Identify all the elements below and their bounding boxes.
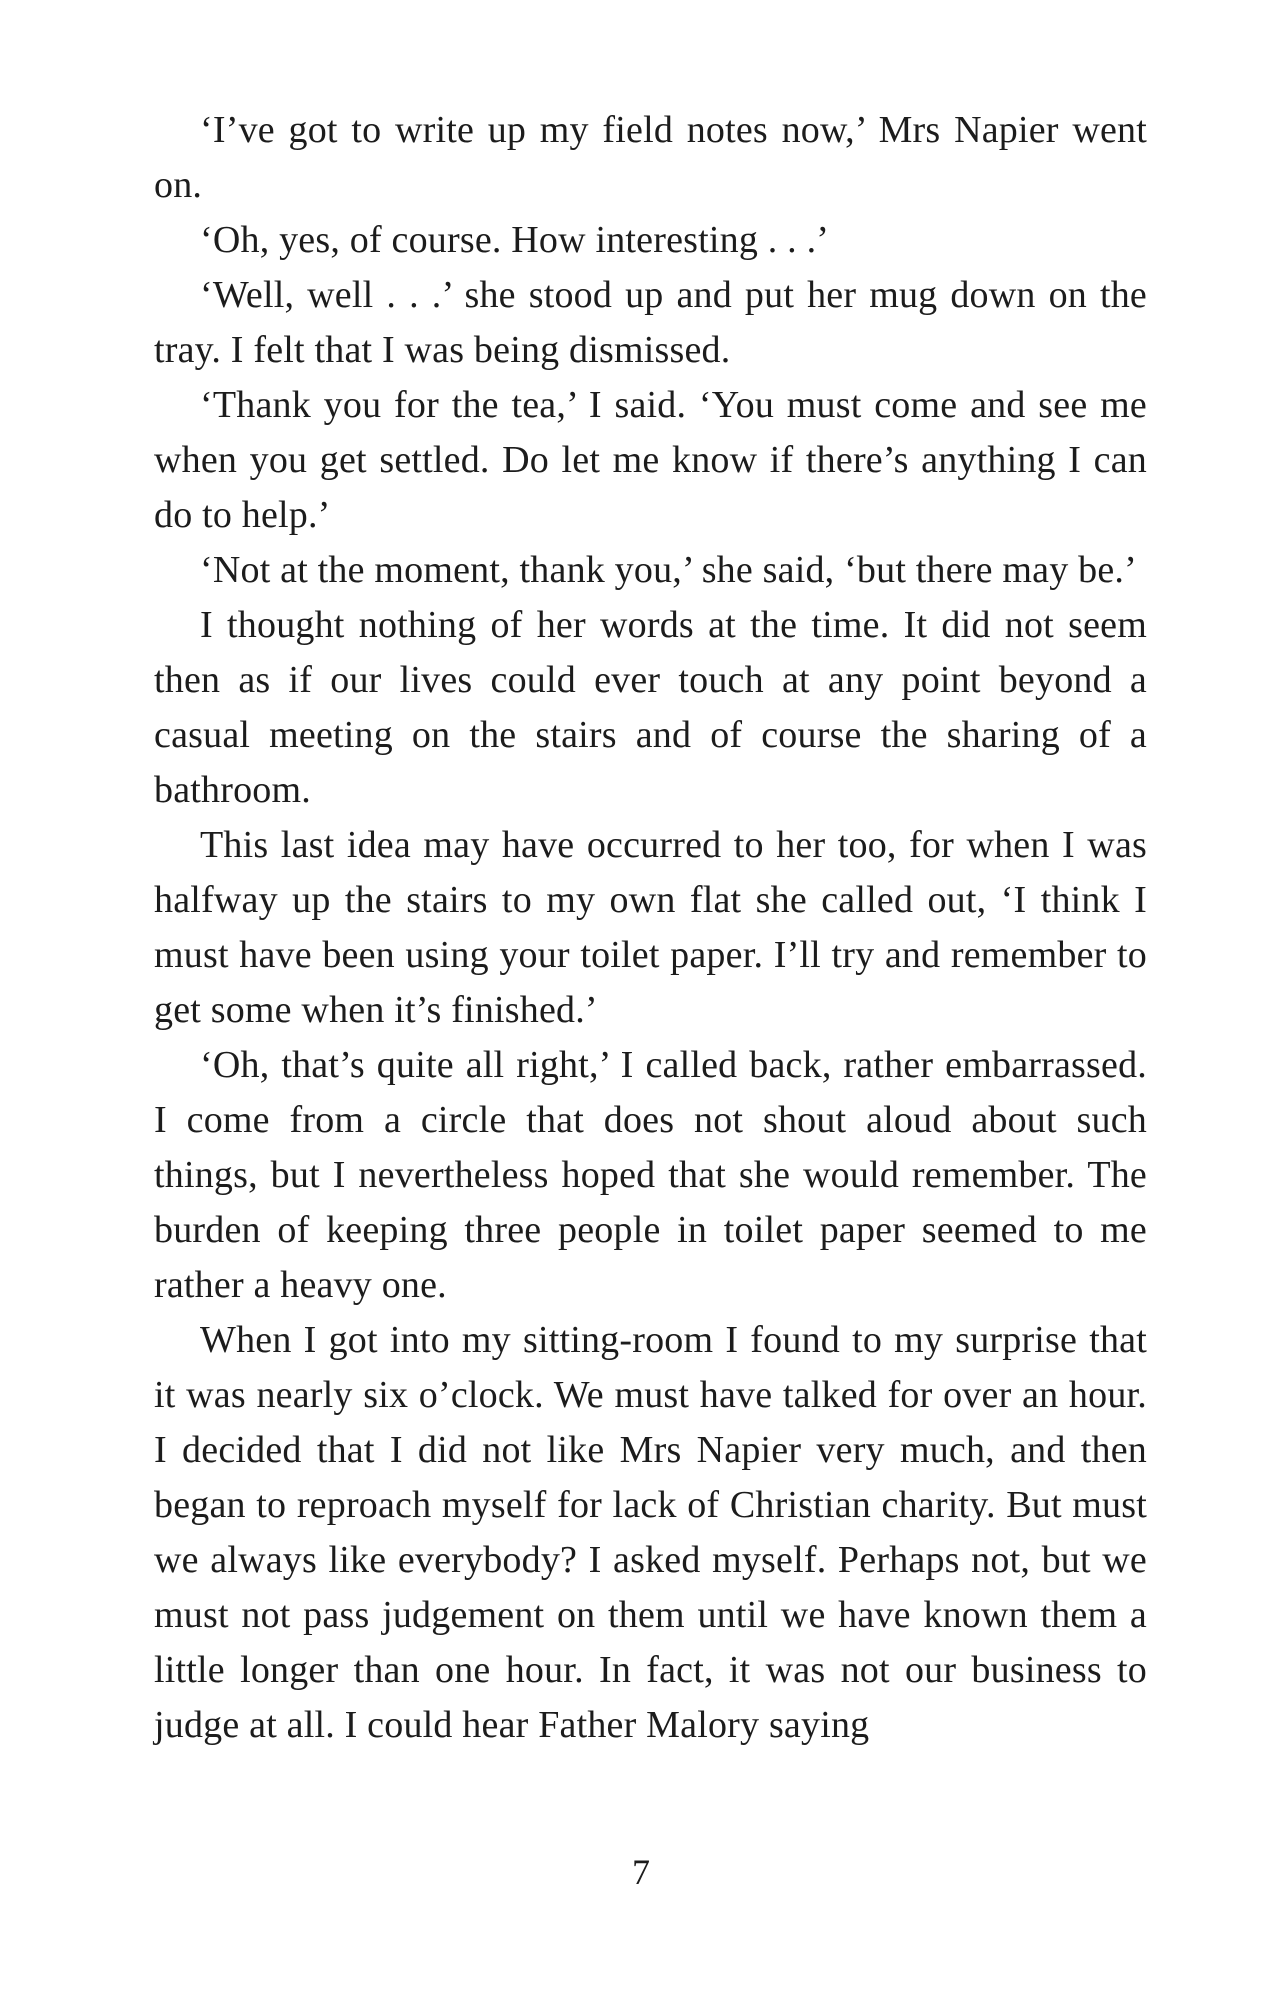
paragraph-1: ‘I’ve got to write up my field notes now,’ Mrs Napier went on.: [154, 109, 1147, 206]
paragraph-3: ‘Well, well . . .’ she stood up and put her mug down on the tray. I felt that I was being dismissed.: [154, 274, 1147, 371]
page-number: 7: [632, 1852, 650, 1892]
paragraph-5: ‘Not at the moment, thank you,’ she said, ‘but there may be.’: [200, 549, 1137, 591]
body-text: [154, 103, 1147, 1753]
paragraph-2: ‘Oh, yes, of course. How interesting . . .’: [200, 219, 830, 261]
paragraph-6: I thought nothing of her words at the time. It did not seem then as if our lives could ever touch at any point beyond a casual meeting on the stairs and of course the sharing of a bathroom.: [154, 604, 1147, 811]
paragraph-4: ‘Thank you for the tea,’ I said. ‘You must come and see me when you get settled. Do let me know if there’s anything I can do to help.’: [154, 384, 1147, 536]
paragraph-9: When I got into my sitting-room I found to my surprise that it was nearly six o’clock. We must have talked for over an hour. I decided that I did not like Mrs Napier very much, and then began to reproach myself for lack of Christian charity. But must we always like everybody? I asked myself. Perhaps not, but we must not pass judgement on them until we have known them a little longer than one hour. In fact, it was not our business to judge at all. I could hear Father Malory saying: [154, 1319, 1147, 1746]
paragraph-8: ‘Oh, that’s quite all right,’ I called back, rather embarrassed. I come from a circle that does not shout aloud about such things, but I nevertheless hoped that she would remember. The burden of keeping three people in toilet paper seemed to me rather a heavy one.: [154, 1044, 1147, 1306]
paragraph-7: This last idea may have occurred to her too, for when I was halfway up the stairs to my own flat she called out, ‘I think I must have been using your toilet paper. I’ll try and remember to get some when it’s finished.’: [154, 824, 1147, 1031]
